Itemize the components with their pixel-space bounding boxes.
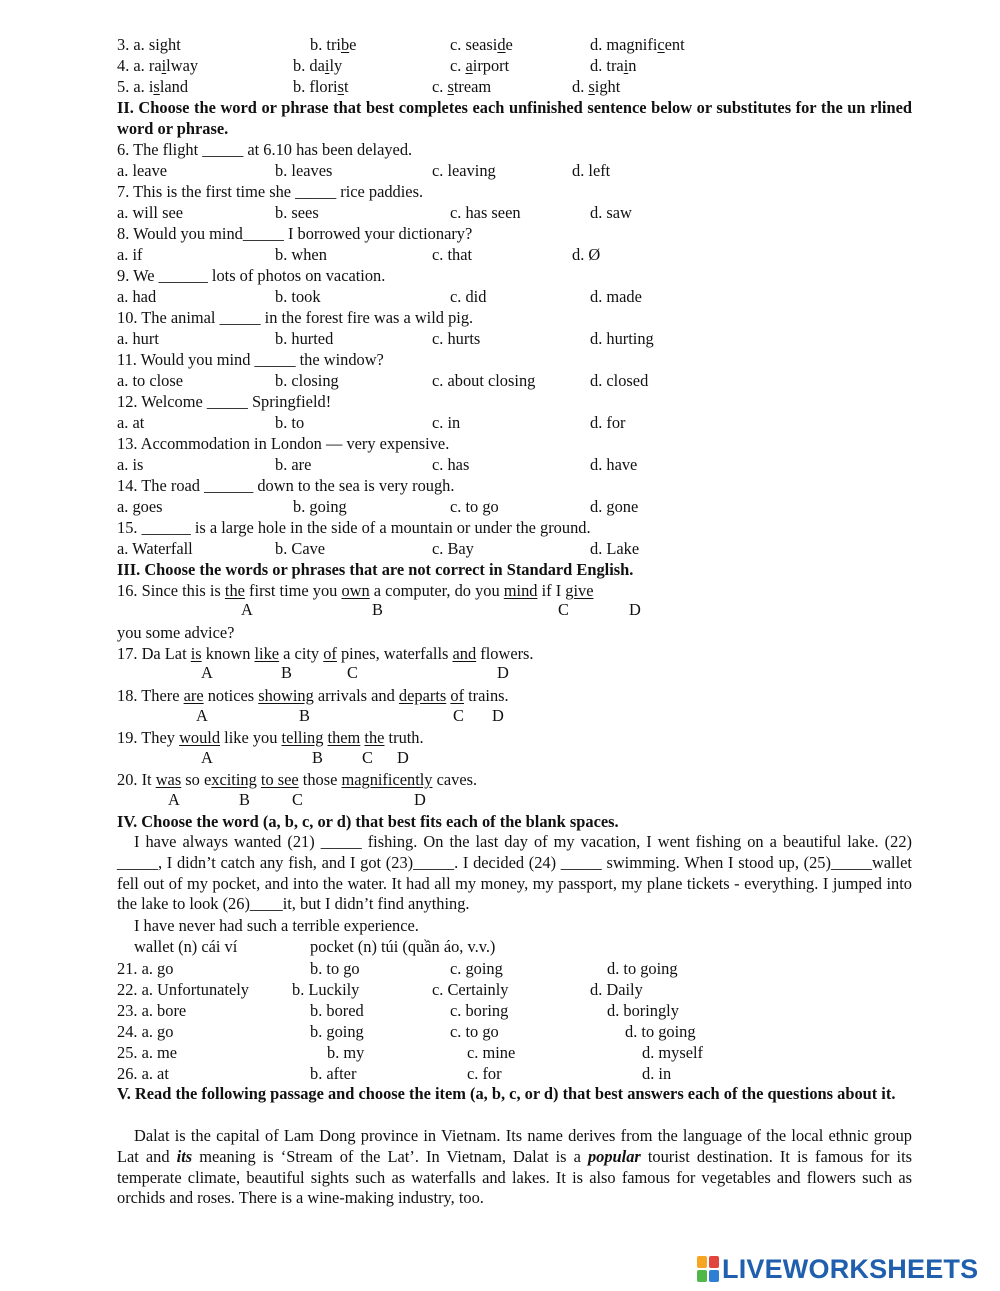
q16-label-b: B [372,600,383,619]
section-4-passage-end: I have never had such a terrible experience. [134,916,419,935]
q24-option-d: d. to going [625,1022,696,1041]
q11-option-c: c. about closing [432,371,536,390]
section-2-heading: II. Choose the word or phrase that best completes each unfinished sentence below or substitutes for the un rlined word or phrase. [117,98,912,138]
q21-option-c: c. going [450,959,503,978]
q25-option-b: b. my [327,1043,365,1062]
q4-number: 4. [117,56,134,75]
q13-option-b: b. are [275,455,312,474]
q7-stem: 7. This is the first time she _____ rice paddies. [117,182,424,201]
q25-option-a: 25. a. me [117,1043,178,1062]
q8-option-a: a. if [117,245,143,264]
q15-option-a: a. Waterfall [117,539,193,558]
q9-option-c: c. did [450,287,487,306]
q18-sentence: 18. There are notices showing arrivals and departs of trains. [117,686,509,705]
q15-option-c: c. Bay [432,539,474,558]
q6-stem: 6. The flight _____ at 6.10 has been delayed. [117,140,413,159]
liveworksheets-logo [697,1254,978,1284]
q5-option-d: d. sight [572,77,621,96]
q19-label-b: B [312,748,323,767]
q24-option-a: 24. a. go [117,1022,174,1041]
q17-label-c: C [347,663,358,682]
q7-option-d: d. saw [590,203,632,222]
liveworksheets-logo-text: LIVEWORKSHEETS [722,1254,979,1284]
q22-option-b: b. Luckily [292,980,360,999]
q17-label-a: A [201,663,213,682]
q19-label-a: A [201,748,213,767]
q16-label-c: C [558,600,569,619]
q14-option-c: c. to go [450,497,499,516]
q19-label-d: D [397,748,409,767]
q21-option-d: d. to going [607,959,678,978]
q9-stem: 9. We ______ lots of photos on vacation. [117,266,386,285]
q3-option-c: c. seaside [450,35,513,54]
q5-option-b: b. florist [293,77,349,96]
q20-label-d: D [414,790,426,809]
q16-continuation: you some advice? [117,623,235,642]
q26-option-c: c. for [467,1064,502,1083]
section-5-passage: Dalat is the capital of Lam Dong province in Vietnam. Its name derives from the language of the local ethnic group Lat and its meaning is ‘Stream of the Lat’. In Vietnam, Dalat is a popular tourist destination. It is famous for its temperate climate, beautiful sights such as waterfalls and lakes. It is also famous for vegetables and flowers such as orchids and roses. There is a wine-making industry, too. [117,1126,912,1208]
q11-option-d: d. closed [590,371,649,390]
q22-option-c: c. Certainly [432,980,509,999]
q22-option-d: d. Daily [590,980,643,999]
q14-option-d: d. gone [590,497,639,516]
q15-stem: 15. ______ is a large hole in the side of a mountain or under the ground. [117,518,591,537]
section-3-heading: III. Choose the words or phrases that are not correct in Standard English. [117,560,634,579]
q8-option-d: d. Ø [572,245,601,264]
q26-option-a: 26. a. at [117,1064,169,1083]
q23-option-c: c. boring [450,1001,509,1020]
q25-option-d: d. myself [642,1043,704,1062]
section-5-heading: V. Read the following passage and choose the item (a, b, c, or d) that best answers each of the questions about it. [117,1084,896,1103]
q16-label-d: D [629,600,641,619]
q18-label-c: C [453,706,464,725]
section-4-passage: I have always wanted (21) _____ fishing. On the last day of my vacation, I went fishing on a beautiful lake. (22) _____, I didn’t catch any fish, and I got (23)_____. I decided (24) _____ swimming. When I stood up, (25)_____wallet fell out of my pocket, and into the water. It had all my money, my passport, my plane tickets - everything. I jumped into the lake to look (26)____it, but I didn’t find anything. [117,832,912,914]
q12-stem: 12. Welcome _____ Springfield! [117,392,332,411]
vocab-pocket: pocket (n) túi (quần áo, v.v.) [310,937,496,956]
q10-option-b: b. hurted [275,329,334,348]
q21-option-a: 21. a. go [117,959,174,978]
q16-sentence: 16. Since this is the first time you own a computer, do you mind if I give [117,581,594,600]
q9-option-a: a. had [117,287,157,306]
q6-option-a: a. leave [117,161,168,180]
q10-option-d: d. hurting [590,329,654,348]
q14-option-a: a. goes [117,497,163,516]
q12-option-d: d. for [590,413,626,432]
q14-stem: 14. The road ______ down to the sea is very rough. [117,476,455,495]
q10-stem: 10. The animal _____ in the forest fire was a wild pig. [117,308,474,327]
q19-label-c: C [362,748,373,767]
q6-option-c: c. leaving [432,161,496,180]
q19-sentence: 19. They would like you telling them the truth. [117,728,424,747]
keyword-its: its [176,1146,193,1166]
q6-option-b: b. leaves [275,161,333,180]
q12-option-a: a. at [117,413,145,432]
q5-number: 5. [117,77,134,96]
q5-option-a: 5. a. island [117,77,189,96]
q18-label-d: D [492,706,504,725]
q20-sentence: 20. It was so exciting to see those magnificently caves. [117,770,478,789]
q7-option-b: b. sees [275,203,319,222]
q3-option-d: d. magnificent [590,35,685,54]
q21-option-b: b. to go [310,959,360,978]
q20-label-a: A [168,790,180,809]
q23-option-a: 23. a. bore [117,1001,187,1020]
q10-option-c: c. hurts [432,329,481,348]
q9-option-b: b. took [275,287,321,306]
q20-label-b: B [239,790,250,809]
q8-option-c: c. that [432,245,473,264]
q17-label-d: D [497,663,509,682]
q6-option-d: d. left [572,161,611,180]
q7-option-c: c. has seen [450,203,521,222]
q24-option-b: b. going [310,1022,364,1041]
q15-option-b: b. Cave [275,539,326,558]
q4-option-b: b. daily [293,56,343,75]
q5-option-c: c. stream [432,77,492,96]
q4-option-d: d. train [590,56,637,75]
q4-option-a: 4. a. railway [117,56,199,75]
q7-option-a: a. will see [117,203,183,222]
q16-label-a: A [241,600,253,619]
q23-option-b: b. bored [310,1001,364,1020]
q10-option-a: a. hurt [117,329,159,348]
q13-option-a: a. is [117,455,144,474]
q3-option-a: 3. a. sight [117,35,181,54]
q9-option-d: d. made [590,287,642,306]
q18-label-b: B [299,706,310,725]
q12-option-c: c. in [432,413,461,432]
q3-number: 3. [117,35,134,54]
q3-option-b: b. tribe [310,35,357,54]
q18-label-a: A [196,706,208,725]
q26-option-b: b. after [310,1064,357,1083]
q8-stem: 8. Would you mind_____ I borrowed your dictionary? [117,224,473,243]
q17-label-b: B [281,663,292,682]
liveworksheets-logo-icon [697,1256,719,1282]
q25-option-c: c. mine [467,1043,516,1062]
vocab-wallet: wallet (n) cái ví [134,937,238,956]
q11-option-b: b. closing [275,371,339,390]
q4-option-c: c. airport [450,56,510,75]
q13-option-d: d. have [590,455,638,474]
q8-option-b: b. when [275,245,327,264]
q15-option-d: d. Lake [590,539,640,558]
q20-label-c: C [292,790,303,809]
q11-stem: 11. Would you mind _____ the window? [117,350,384,369]
keyword-popular: popular [587,1146,641,1166]
q11-option-a: a. to close [117,371,183,390]
q12-option-b: b. to [275,413,305,432]
q23-option-d: d. boringly [607,1001,679,1020]
q13-option-c: c. has [432,455,470,474]
q13-stem: 13. Accommodation in London — very expensive. [117,434,450,453]
q14-option-b: b. going [293,497,347,516]
q22-option-a: 22. a. Unfortunately [117,980,249,999]
section-4-heading: IV. Choose the word (a, b, c, or d) that best fits each of the blank spaces. [117,812,619,831]
q26-option-d: d. in [642,1064,672,1083]
q24-option-c: c. to go [450,1022,499,1041]
q17-sentence: 17. Da Lat is known like a city of pines, waterfalls and flowers. [117,644,534,663]
